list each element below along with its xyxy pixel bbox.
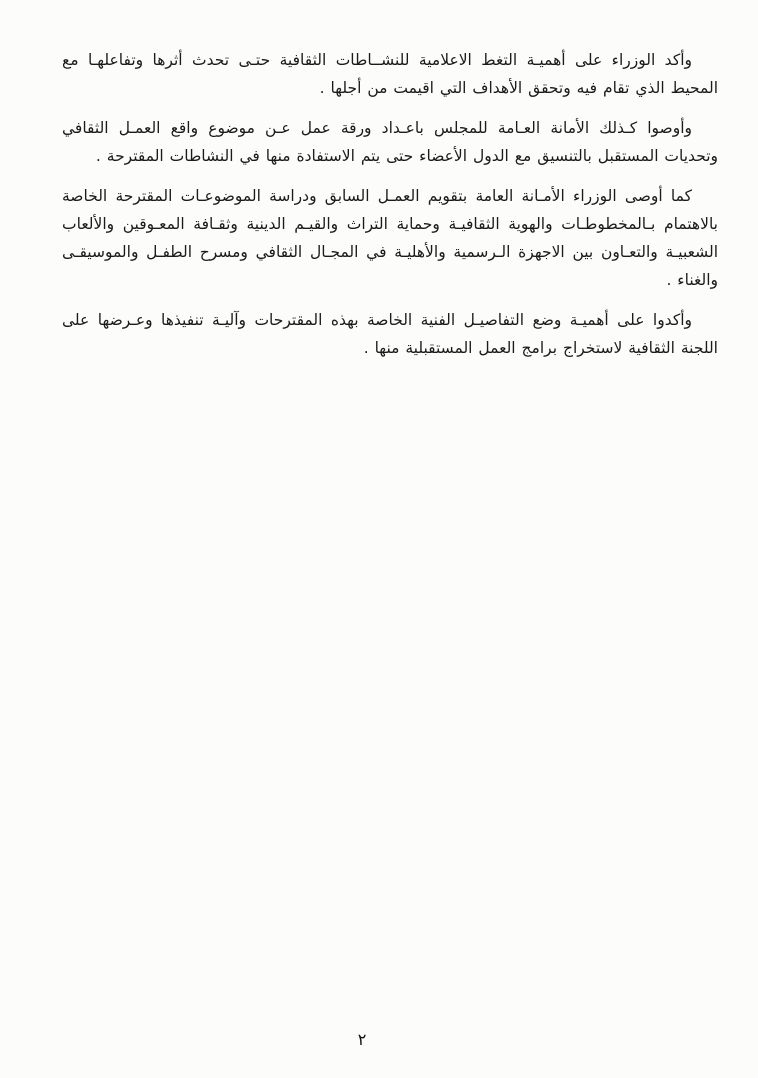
text-line: المحيط الذي تقام فيه وتحقق الأهداف التي اقيمت من أجلها . (319, 79, 718, 97)
text-line: وتحديات المستقبل بالتنسيق مع الدول الأعضاء حتى يتم الاستفادة منها في النشاطات المقترحة . (95, 147, 718, 165)
text-line: وأوصوا كـذلك الأمانة العـامة للمجلس باعـداد ورقة عمل عـن موضوع واقع العمـل الثقافي (62, 119, 692, 137)
text-line: اللجنة الثقافية لاستخراج برامج العمل المستقبلية منها . (363, 339, 718, 357)
text-block (62, 46, 718, 374)
text-line: كما أوصى الوزراء الأمـانة العامة بتقويم العمـل السابق ودراسة الموضوعـات المقترحة الخاصة (62, 187, 692, 205)
text-line: الشعبيـة والتعـاون بين الاجهزة الـرسمية والأهليـة في المجـال الثقافي ومسرح الطفـل والموسيقـى (62, 243, 718, 261)
page-number: ٢ (357, 1030, 367, 1049)
text-line: والغناء . (666, 271, 718, 289)
paragraph (62, 182, 718, 294)
paragraph (62, 114, 718, 170)
text-line: بالاهتمام بـالمخطوطـات والهوية الثقافيـة وحماية التراث والقيـم الدينية وثقـافة المعـوقين والألعاب (62, 215, 718, 233)
paragraph (62, 46, 718, 102)
paragraph (62, 306, 718, 362)
text-line: وأكدوا على أهميـة وضع التفاصيـل الفنية الخاصة بهذه المقترحات وآليـة تنفيذها وعـرضها على (62, 311, 692, 329)
text-line: وأكد الوزراء على أهميـة التغط الاعلامية للنشــاطات الثقافية حتـى تحدث أثرها وتفاعلهـا مع (62, 51, 692, 69)
